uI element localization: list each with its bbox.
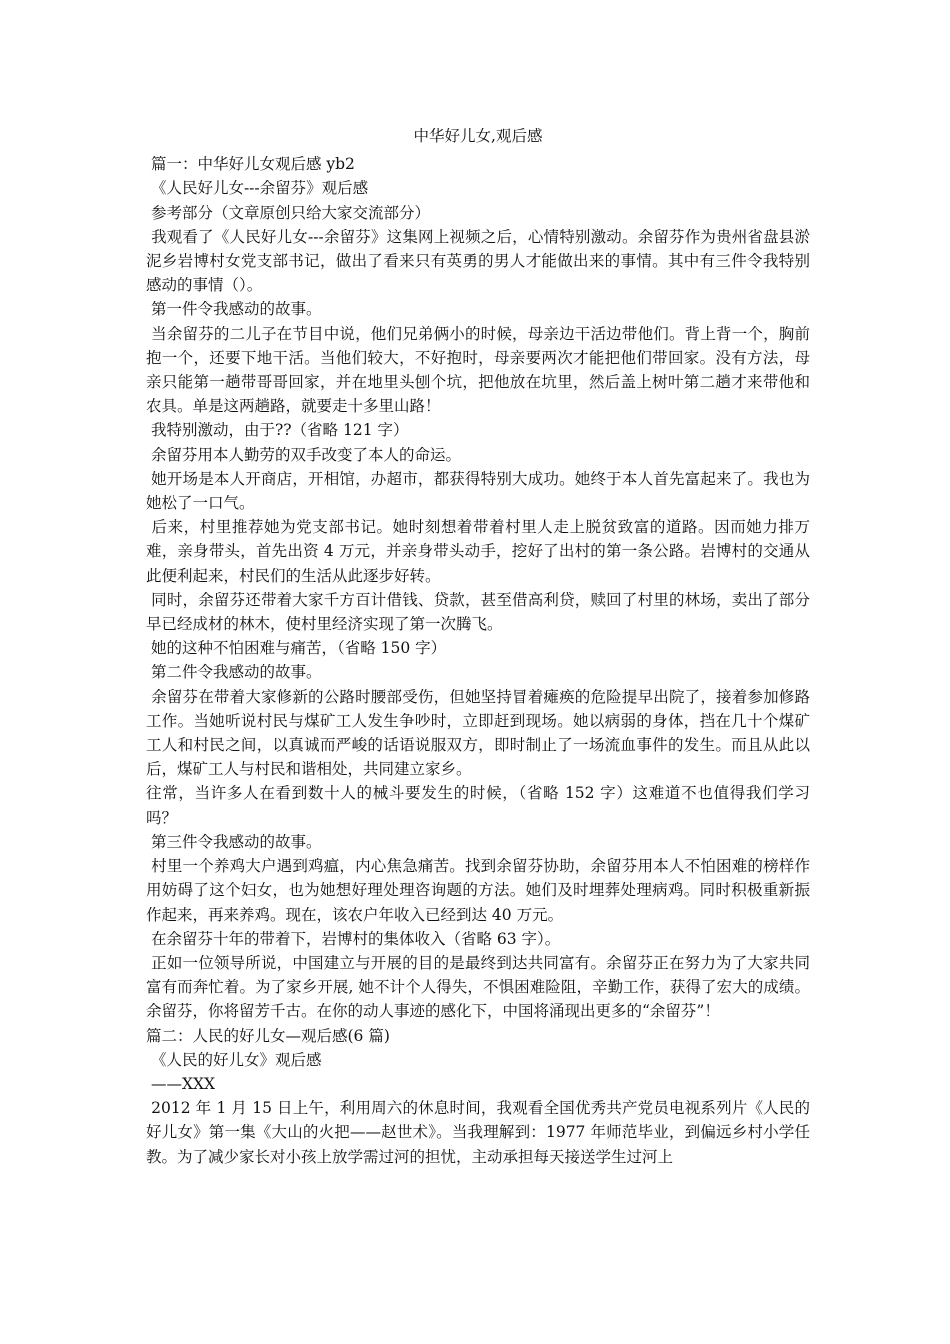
paragraph: 当余留芬的二儿子在节目中说，他们兄弟俩小的时候，母亲边干活边带他们。背上背一个，胸前抱一个，还要下地干活。当他们较大，不好抱时，母亲要两次才能把他们带回家。没有方法，母亲只能第一趟带哥哥回家，并在地里头刨个坑，把他放在坑里，然后盖上树叶第二趟才来带他和农具。单是这两趟路，就要走十多里山路！	[146, 324, 810, 416]
paragraph: 参考部分（文章原创只给大家交流部分）	[146, 203, 430, 222]
paragraph: 《人民的好儿女》观后感	[146, 1050, 322, 1069]
paragraph: 她的这种不怕困难与痛苦，（省略 150 字）	[146, 639, 447, 658]
paragraph: 《人民好儿女---余留芬》观后感	[146, 179, 369, 198]
paragraph: 第三件令我感动的故事。	[146, 832, 322, 851]
paragraph: 余留芬用本人勤劳的双手改变了本人的命运。	[146, 445, 461, 464]
paragraph: 篇二：人民的好儿女—观后感(6 篇)	[146, 1026, 390, 1045]
paragraph: 第二件令我感动的故事。	[146, 663, 322, 682]
paragraph: 篇一：中华好儿女观后感 yb2	[146, 155, 355, 174]
paragraph: 同时，余留芬还带着大家千方百计借钱、贷款，甚至借高利贷，赎回了村里的林场，卖出了部分早已经成材的林木，使村里经济实现了第一次腾飞。	[146, 590, 810, 634]
paragraph: 后来，村里推荐她为党支部书记。她时刻想着带着村里人走上脱贫致富的道路。因而她力排万难，亲身带头，首先出资 4 万元，并亲身带头动手，挖好了出村的第一条公路。岩博村的交通从此便利起来，村民们的生活从此逐步好转。	[146, 518, 810, 585]
paragraph: 我特别激动，由于??（省略 121 字）	[146, 421, 409, 440]
paragraph: 我观看了《人民好儿女---余留芬》这集网上视频之后，心情特别激动。余留芬作为贵州省盘县淤泥乡岩博村女党支部书记，做出了看来只有英勇的男人才能做出来的事情。其中有三件令我特别感动的事情（）。	[146, 227, 810, 295]
document-page	[146, 124, 810, 1169]
paragraph: ——XXX	[146, 1074, 216, 1093]
paragraph: 她开场是本人开商店，开相馆，办超市，都获得特别大成功。她终于本人首先富起来了。我也为她松了一口气。	[146, 469, 810, 513]
paragraph: 正如一位领导所说，中国建立与开展的目的是最终到达共同富有。余留芬正在努力为了大家共同富有而奔忙着。为了家乡开展, 她不计个人得失，不惧困难险阻，辛勤工作，获得了宏大的成绩。余留芬，你将留芳千古。在你的动人事迹的感化下，中国将涌现出更多的“余留芬”！	[146, 953, 810, 1021]
paragraph: 往常，当许多人在看到数十人的械斗要发生的时候，（省略 152 字）这难道不也值得我们学习吗？	[146, 784, 810, 827]
paragraph: 第一件令我感动的故事。	[146, 300, 322, 319]
paragraph: 在余留芬十年的带着下，岩博村的集体收入（省略 63 字）。	[146, 929, 561, 948]
paragraph: 村里一个养鸡大户遇到鸡瘟，内心焦急痛苦。找到余留芬协助，余留芬用本人不怕困难的榜样作用妨碍了这个妇女，也为她想好理处理咨询题的方法。她们及时埋葬处理病鸡。同时积极重新振作起来，再来养鸡。现在，该农户年收入已经到达 40 万元。	[146, 857, 810, 924]
document-title: 中华好儿女,观后感	[413, 127, 543, 145]
paragraph: 2012 年 1 月 15 日上午，利用周六的休息时间，我观看全国优秀共产党员电视系列片《人民的好儿女》第一集《大山的火把——赵世术》。当我理解到：1977 年师范毕业，到偏远乡村小学任教。为了减少家长对小孩上放学需过河的担忧，主动承担每天接送学生过河上	[146, 1099, 810, 1166]
paragraph: 余留芬在带着大家修新的公路时腰部受伤，但她坚持冒着瘫痪的危险提早出院了，接着参加修路工作。当她听说村民与煤矿工人发生争吵时，立即赶到现场。她以病弱的身体，挡在几十个煤矿工人和村民之间，以真诚而严峻的话语说服双方，即时制止了一场流血事件的发生。而且从此以后，煤矿工人与村民和谐相处，共同建立家乡。	[146, 687, 810, 779]
